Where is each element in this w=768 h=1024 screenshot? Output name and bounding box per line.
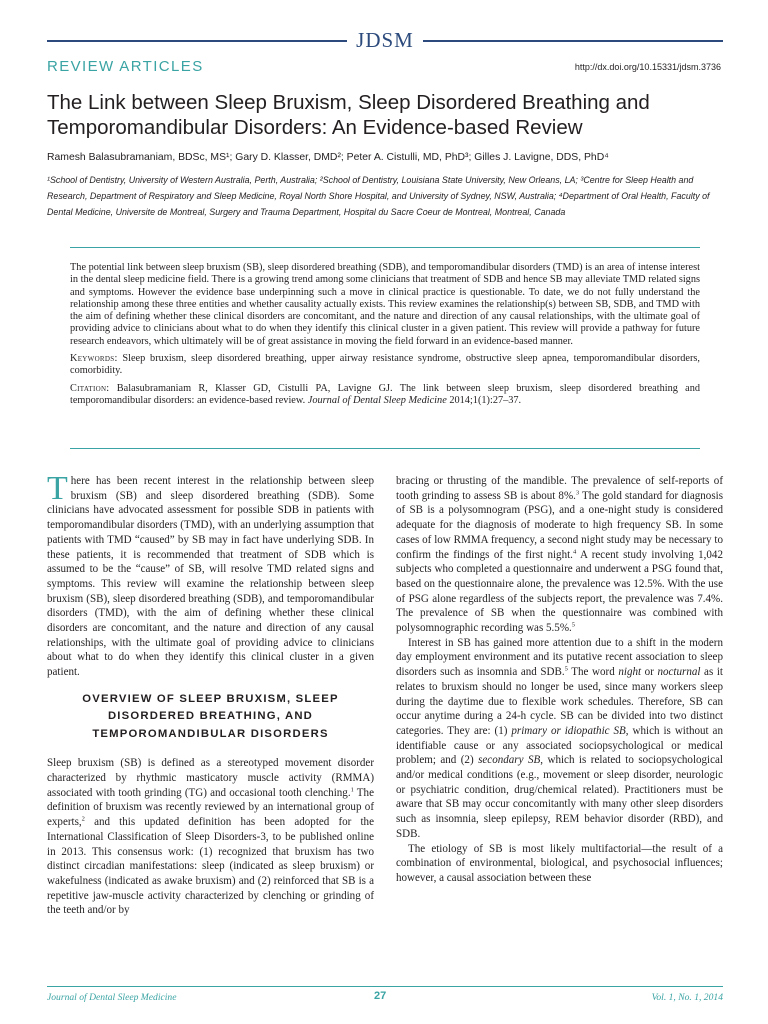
- body-column-left: [47, 470, 374, 918]
- interest-paragraph: Interest in SB has gained more attention due to a shift in the modern day employment environment and its putative recent association to sleep disorders such as insomnia and SDB.$^5$ The word night or nocturnal as it relates to bruxism should no longer be used, since many workers sleep during the daytime due to flexible work schedules. Therefore, SB can occur anytime during a 24-h cycle. SB can be divided into two distinct categories. They are: (1) primary or idiopathic SB, which is without an identifiable cause or any associated sociopsychological or medical problem; and (2) secondary SB, which is related to sociopsychological and/or medical conditions (e.g., movement or sleep disorder, neurologic or psychiatric condition, drug/chemical related). Practitioners must be aware that SB may occur concomitantly with many other sleep disorders such as insomnia, sleep epilepsy, REM behavior disorder (RBD), and SDB.: [396, 636, 724, 840]
- abstract-text: The potential link between sleep bruxism (SB), sleep disordered breathing (SDB), and temporomandibular disorders (TMD) is an area of intense interest in the dental sleep medicine field. There is a growing trend among some clinicians that treatment of SDB and hence SB may alleviate TMD related signs and symptoms. However the evidence base underpinning such a move in clinical practice is questionable. To date, we do not fully understand the relationship among these three entities and whether causality actually exists. This review examines the relationship(s) between SB, SDB, and TMD with the aim of defining whether these clinical disorders are concomitant, and the nature and direction of any causal relationships, with the ultimate goal of providing advice to clinicians about what to do when they identify this clinical cluster in a given patient. This review will provide a pathway for future research endeavors, which ultimately will be of great assistance in moving the field forward in an evidence-based manner.: [70, 262, 700, 347]
- ref-superscript: 5: [571, 621, 576, 629]
- body-column-right: [396, 474, 723, 886]
- abstract-rule-bottom: [70, 448, 700, 449]
- header-rule-left: [47, 40, 347, 42]
- ref-superscript: 5: [564, 665, 568, 673]
- journal-logo: JDSM: [356, 28, 414, 52]
- ref-superscript: 2: [81, 815, 85, 823]
- keywords-label: Keywords:: [70, 353, 118, 365]
- section-label: REVIEW ARTICLES: [47, 58, 204, 75]
- ref-superscript: 4: [572, 547, 577, 555]
- citation-issue: 2014;1(1):27–37.: [449, 394, 522, 406]
- keywords: [70, 353, 700, 378]
- overview-paragraph: Sleep bruxism (SB) is defined as a stereotyped movement disorder characterized by rhythmic masticatory muscle activity (RMMA) associated with tooth grinding (TG) and occasional tooth clenching.$^1$ The definition of bruxism was recently reviewed by an international group of experts,$^2$ and this updated definition has been adopted for the International Classification of Sleep Disorders-3, to be published online in 2013. This consensus work: (1) recognized that bruxism has two distinct circadian manifestations: sleep (indicated as sleep bruxism) or wakefulness (indicated as awake bruxism) and (2) reinforced that SB is a repetitive jaw-muscle activity characterized by clenching or grinding of the teeth and/or by: [47, 757, 374, 917]
- footer-rule: [47, 986, 723, 987]
- etiology-paragraph: The etiology of SB is most likely multifactorial—the result of a combination of environmental, biological, and psychosocial influences; however, a causal association between these: [396, 842, 723, 884]
- header-rule-right: [423, 40, 723, 42]
- footer-journal: Journal of Dental Sleep Medicine: [47, 992, 177, 1003]
- citation: [70, 383, 700, 408]
- page-number: 27: [374, 990, 387, 1002]
- abstract-box: [70, 262, 700, 407]
- footer-volume: Vol. 1, No. 1, 2014: [651, 992, 723, 1003]
- drop-cap: T: [47, 470, 68, 507]
- doi-link[interactable]: http://dx.doi.org/10.15331/jdsm.3736: [574, 62, 721, 72]
- author-list: Ramesh Balasubramaniam, BDSc, MS¹; Gary D. Klasser, DMD²; Peter A. Cistulli, MD, PhD³; Gilles J. Lavigne, DDS, PhD⁴: [47, 152, 609, 163]
- citation-label: Citation:: [70, 382, 110, 394]
- intro-paragraph: There has been recent interest in the relationship between sleep bruxism (SB) and sleep disordered breathing (SDB). Some clinicians have advocated assessment for possible SDB in patients with temporomandibular disorders (TMD), with an underlying assumption that patients with TMD “caused” by SB may in fact have underlying SDB. In these patients, it is recommended that treatment of SDB which is assumed to be the “cause” of SB, will resolve TMD related signs and symptoms. This review will examine the relationship between sleep bruxism (SB), sleep disordered breathing (SDB), and temporomandibular disorders (TMD), with the aim of defining whether these clinical disorders are concomitant, and the nature and direction of any causal relationships, with the ultimate goal of providing advice to clinicians about what to do when they identify this clinical cluster in a given patient.: [47, 470, 374, 679]
- ref-superscript: 1: [350, 786, 354, 794]
- citation-journal: Journal of Dental Sleep Medicine: [307, 394, 447, 406]
- affiliations: ¹School of Dentistry, University of Western Australia, Perth, Australia; ²School of Dentistry, Louisiana State University, New Orleans, LA; ³Centre for Sleep Health and Research, Department of Respiratory and Sleep Medicine, Royal North Shore Hospital, and University of Sydney, NSW, Australia; ⁴Department of Oral Health, Faculty of Dental Medicine, Universite de Montreal, Surgery and Trauma Department, Hospital du Sacre Coeur de Montreal, Montreal, Canada: [47, 175, 710, 218]
- prevalence-paragraph: bracing or thrusting of the mandible. The prevalence of self-reports of tooth grinding to assess SB is about 8%.$^3$ The gold standard for diagnosis of SB is a polysomnogram (PSG), and a one-night study is considered adequate for the diagnosis of moderate to high frequency SB. In some cases of low RMMA frequency, a second night study may be necessary to confirm the findings of the first night.$^4$ A recent study involving 1,042 subjects who completed a questionnaire and underwent a PSG found that, based on the questionnaire alone, the prevalence was 12.5%. With the use of PSG alone regardless of the subjects report, the prevalence was 7.4%. The prevalence of SB when the questionnaire was combined with polysomnographic recording was 5.5%.$^5$: [396, 475, 723, 635]
- abstract-rule-top: [70, 247, 700, 248]
- keywords-text: Sleep bruxism, sleep disordered breathing, upper airway resistance syndrome, obstructive sleep apnea, temporomandibular disorders, comorbidity.: [70, 353, 700, 377]
- ref-superscript: 3: [575, 489, 580, 497]
- section-heading: OVERVIEW OF SLEEP BRUXISM, SLEEP DISORDERED BREATHING, AND TEMPOROMANDIBULAR DISORDERS: [82, 692, 339, 740]
- citation-text: Balasubramaniam R, Klasser GD, Cistulli PA, Lavigne GJ. The link between sleep bruxism, sleep disordered breathing and temporomandibular disorders: an evidence-based review.: [70, 382, 701, 406]
- journal-header-bar: [47, 30, 723, 50]
- article-title: The Link between Sleep Bruxism, Sleep Disordered Breathing and Temporomandibular Disorders: An Evidence-based Review: [47, 91, 650, 139]
